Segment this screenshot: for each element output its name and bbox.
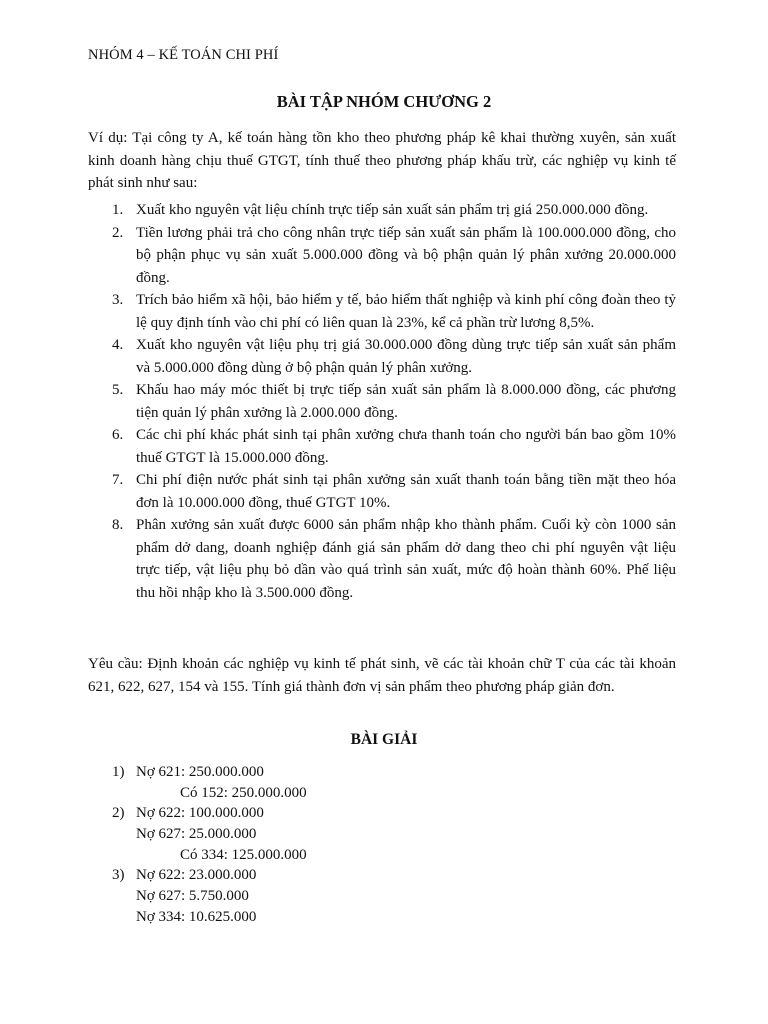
solution-line [112,886,672,907]
task-number: 3. [112,292,124,308]
task-item [88,222,676,290]
solution-line [112,762,672,783]
task-text: Trích bảo hiểm xã hội, bảo hiểm y tế, bảo hiểm thất nghiệp và kinh phí công đoàn theo tỷ lệ quy định tính vào chi phí có liên quan là 23%, kể cả phần trừ lương 8,5%. [136,292,676,331]
task-number: 8. [112,517,124,533]
task-item [88,514,676,604]
solution-line [112,865,672,886]
debit-entry: Nợ 622: 100.000.000 [136,805,264,822]
entry-number: 1) [112,764,125,780]
requirement-paragraph: Yêu cầu: Định khoản các nghiệp vụ kinh tế phát sinh, vẽ các tài khoản chữ T của các tài khoản 621, 622, 627, 154 và 155. Tính giá thành đơn vị sản phẩm theo phương pháp giản đơn. [88,656,676,695]
debit-entry: Nợ 627: 25.000.000 [136,826,257,843]
task-text: Khấu hao máy móc thiết bị trực tiếp sản xuất sản phẩm là 8.000.000 đồng, các phương tiện quản lý phân xưởng là 2.000.000 đồng. [136,382,676,421]
solution-line [112,803,672,824]
task-text: Xuất kho nguyên vật liệu chính trực tiếp sản xuất sản phẩm trị giá 250.000.000 đồng. [136,202,649,218]
task-item [88,379,676,424]
solution-line [112,824,672,845]
solution-line [112,783,672,804]
document-title: BÀI TẬP NHÓM CHƯƠNG 2 [276,92,492,111]
task-item [88,424,676,469]
task-text: Các chi phí khác phát sinh tại phân xưởng chưa thanh toán cho người bán bao gồm 10% thuế GTGT là 15.000.000 đồng. [136,427,676,466]
task-item [88,289,676,334]
entry-number: 2) [112,805,125,822]
task-number: 2. [112,224,124,241]
task-number: 5. [112,382,124,398]
debit-entry: Nợ 621: 250.000.000 [136,764,264,780]
task-item [88,334,676,379]
entry-number: 3) [112,867,125,884]
credit-entry: Có 152: 250.000.000 [180,784,307,801]
task-text: Phân xưởng sản xuất được 6000 sản phẩm nhập kho thành phẩm. Cuối kỳ còn 1000 sản phẩm dở dang, doanh nghiệp đánh giá sản phẩm dở dang theo chi phí nguyên vật liệu trực tiếp, vật liệu phụ bỏ dần vào quá trình sản xuất, mức độ hoàn thành 60%. Phế liệu thu hồi nhập kho là 3.500.000 đồng. [136,517,676,601]
intro-paragraph: Ví dụ: Tại công ty A, kế toán hàng tồn kho theo phương pháp kê khai thường xuyên, sản xuất kinh doanh hàng chịu thuế GTGT, tính thuế theo phương pháp khấu trừ, các nghiệp vụ kinh tế phát sinh như sau: [88,130,676,191]
solution-entries [112,762,672,928]
task-number: 7. [112,472,124,488]
task-item [88,199,676,222]
debit-entry: Nợ 622: 23.000.000 [136,867,257,884]
credit-entry: Có 334: 125.000.000 [180,846,307,863]
solution-line [112,845,672,866]
page-header: NHÓM 4 – KẾ TOÁN CHI PHÍ [88,47,279,63]
solution-line [112,907,672,928]
task-item [88,469,676,514]
debit-entry: Nợ 334: 10.625.000 [136,908,257,925]
task-text: Chi phí điện nước phát sinh tại phân xưởng sản xuất thanh toán bằng tiền mặt theo hóa đơn là 10.000.000 đồng, thuế GTGT 10%. [136,472,676,511]
task-number: 1. [112,202,124,218]
task-number: 6. [112,427,124,443]
task-list [88,199,676,604]
task-text: Tiền lương phải trả cho công nhân trực tiếp sản xuất sản phẩm là 100.000.000 đồng, cho bộ phận phục vụ sản xuất 5.000.000 đồng và bộ phận quản lý phân xưởng 20.000.000 đồng. [136,224,676,286]
task-text: Xuất kho nguyên vật liệu phụ trị giá 30.000.000 đồng dùng trực tiếp sản xuất sản phẩm và 5.000.000 đồng dùng ở bộ phận quản lý phân xưởng. [136,337,676,376]
debit-entry: Nợ 627: 5.750.000 [136,888,249,905]
task-number: 4. [112,337,124,353]
solution-title: BÀI GIẢI [350,731,418,748]
